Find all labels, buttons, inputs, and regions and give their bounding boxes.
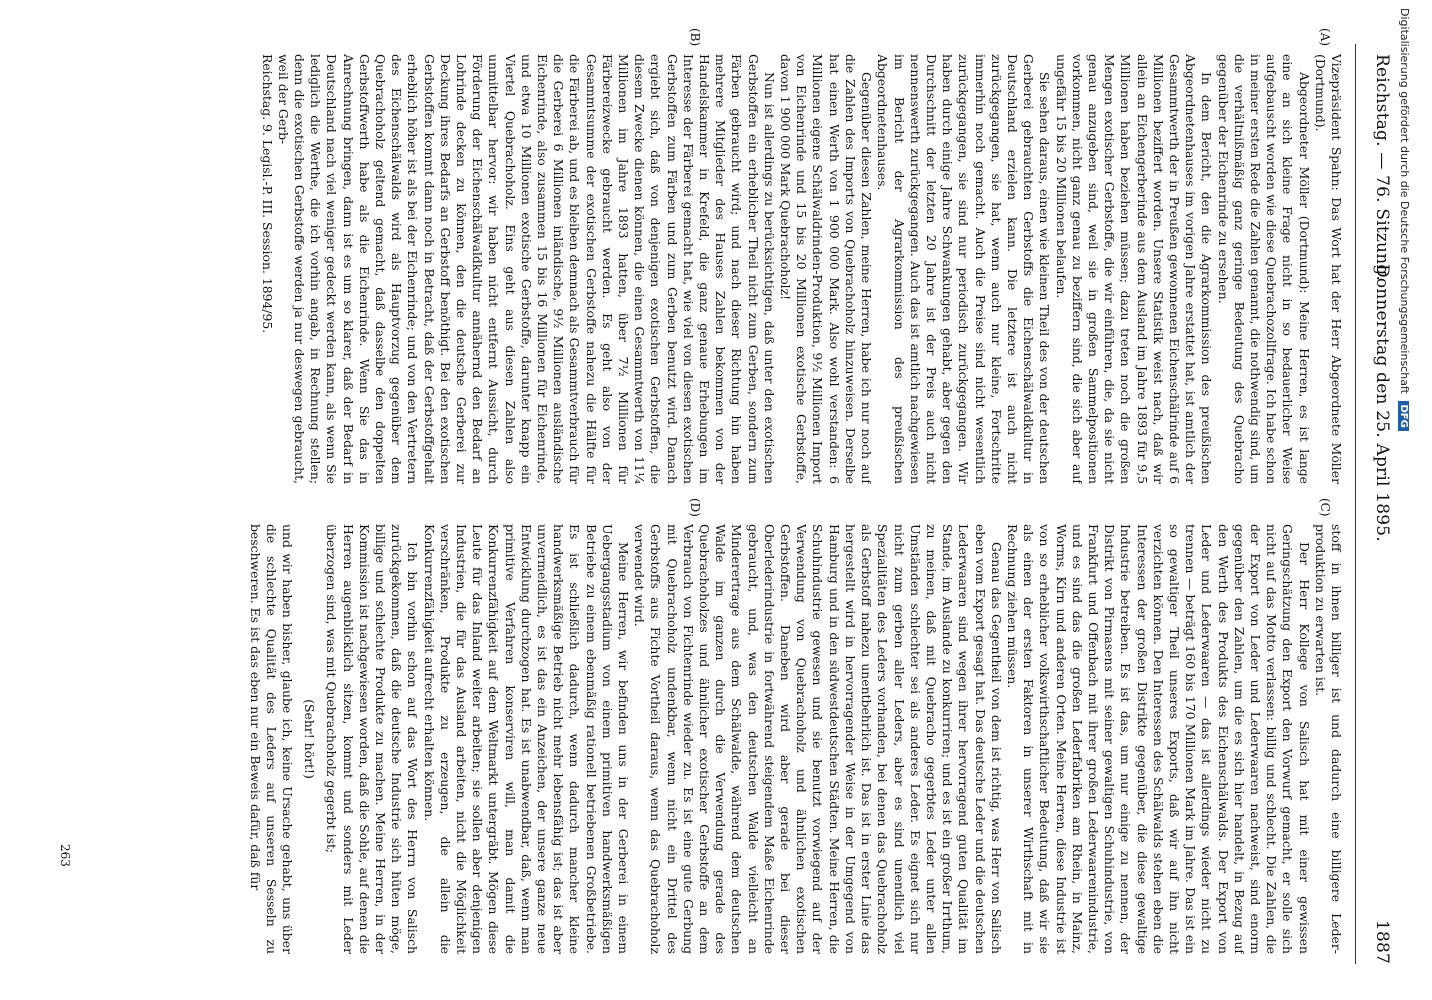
paragraph: Vizepräsident Spahn: Das Wort hat der Herr Abgeordnete Möller (Dortmund). <box>1312 54 1344 484</box>
dfg-logo-icon: DFG <box>1398 401 1409 430</box>
digitization-text: Digitalisierung gefördert durch die Deutsche Forschungsgemeinschaft <box>1398 8 1411 394</box>
margin-mark-d: (D) <box>688 498 702 517</box>
digitization-credit <box>1393 8 1411 998</box>
paragraph: stoff in ihnen billiger ist und dadurch eine billigere Leder-produktion zu erwarten ist. <box>1312 524 1344 954</box>
header-left: Reichstag. — 76. Sitzung. <box>1372 54 1392 282</box>
footer-session: Reichstag. 9. Legisl.-P. III. Session. 1894/95. <box>259 54 275 334</box>
rotated-page <box>32 24 1432 984</box>
page-header <box>1352 24 1392 984</box>
paragraph: Der Herr Kollege von Salisch hat mit einer gewissen Geringschätzung den Export den Vorwurf gemacht, er solle sich nicht auf das Motto verlassen: billig und schlecht. Die Zahlen, die der Export von Leder und Lederwaaren nachweist, sind enorm gegenüber den Zahlen, um die es sich hier handelt, in Bezug auf den Werth des Produkts des Eichenschälwalds. Der Export von Leder und Lederwaaren — das ist allerdings wieder nicht zu trennen — beträgt 160 bis 170 Millionen Mark im Jahre. Das ist ein so gewaltiger Theil unseres Exports, daß wir auf ihn nicht verzichten können. Den Interessen des Schälwalds stehen eben die Interessen der großen Distrikte gegenüber, die diese gewaltige Industrie betreiben. Es ist das, um nur einige zu nennen, der Distrikt von Pirmasens mit seiner gewaltigen Schuhindustrie, von Frankfurt und Offenbach mit ihrer großen Lederwaarenindustrie, und es sind das die großen Lederfabriken am Rhein, in Mainz, Worms, Kirn und anderen Orten. Meine Herren, diese Industrie ist von so erheblicher volkswirthschaftlicher Bedeutung, daß wir sie als einen der ersten Faktoren in unserer Wirthschaft mit in Rechnung ziehen müssen. <box>1004 524 1312 954</box>
margin-mark-a: (A) <box>1318 28 1332 47</box>
header-date: Donnerstag den 25. April 1895. <box>1372 264 1392 542</box>
paragraph: Gegenüber diesen Zahlen, meine Herren, habe ich nur noch auf die Zahlen des Imports von Quebrachoholz hinzuweisen. Derselbe hat einen Werth von 1 900 000 Mark. Also wohl verstanden: 6 Millionen eigene Schälwaldrinden-Produktion, 9½ Millionen Import von Eichenrinde und 15 bis 20 Millionen exotische Gerbstoffe, davon 1 900 000 Mark Quebrachoholz! <box>778 54 875 484</box>
paragraph: Abgeordneter Möller (Dortmund): Meine Herren, es ist lange eine an sich kleine Frage nicht in so bedauerlicher Weise aufgebauscht worden wie diese Quebrachozollfrage. Ich habe schon in meiner ersten Rede die Zahlen genannt, die nothwendig sind, um die verhältnißmäßig ganz geringe Bedeutung des Quebracho gegenüber der Eichenrinde zu ersehen. <box>1215 54 1312 484</box>
paragraph: Sie sehen daraus, einen wie kleinen Theil des von der deutschen Gerberei gebrauchten Gerbstoffs die Eichenschälwaldkultur in Deutschland erzielen kann. Die letztere ist auch nicht zurückgegangen, sie hat, wenn auch nur kleine, Fortschritte immerhin noch gemacht. Auch die Preise sind nicht wesentlich zurückgegangen, sie sind nur periodisch zurückgegangen. Wir haben durch einige Jahre Schwankungen gehabt, aber gegen den Durchschnitt der letzten 20 Jahre ist der Preis auch nicht nennenswerth zurückgegangen. Auch das ist amtlich nachgewiesen im Bericht der Agrarkommission des preußischen Abgeordnetenhauses. <box>875 54 1053 484</box>
header-page-number: 1887 <box>1372 919 1392 964</box>
paragraph: In dem Bericht, den die Agrarkommission des preußischen Abgeordnetenhauses im vorigen Jahre erstattet hat, ist amtlich der Gesammtwerth der in Preußen gewonnenen Eichenschälrinde auf 6 Millionen beziffert worden. Unsere Statistik weist nach, daß wir allein an Eichengerberinde aus dem Ausland im Jahre 1893 für 9,5 Millionen haben beziehen müssen; dazu treten noch die großen Mengen exotischer Gerbstoffe, die wir einführen, die, da sie nicht genau anzugeben sind, weil sie in großen Sammelpositionen vorkommen, nicht ganz genau zu beziffern sind, die sich aber auf ungefähr 15 bis 20 Millionen belaufen. <box>1053 54 1215 484</box>
margin-mark-b: (B) <box>688 28 702 47</box>
paragraph: Genau das Gegentheil von dem ist richtig, was Herr von Salisch eben vom Export gesagt hat. Das deutsche Leder und die deutschen Lederwaaren sind wegen ihrer hervorragend guten Qualität im Stande, im Auslande zu konkurriren; und es ist ein großer Irrthum, zu meinen, daß mit Quebracho gegerbtes Leder unter allen Umständen schlechter sei als anderes Leder. Es eignet sich nur nicht zum gerben aller Leders, aber es sind unendlich viel Spezialitäten des Leders vorhanden, bei denen das Quebrachoholz als Gerbstoff nahezu unentbehrlich ist. Das ist in erster Linie das hergestellt wird in hervorragender Weise in der Umgegend von Hamburg und in den südwestdeutschen Städten. Meine Herren, die Schuhindustrie gewesen und sie benutzt vorwiegend auf der Verwendung von Quebrachoholz und ähnlichen exotischen Gerbstoffen. Daneben wird aber gerade bei dieser Oberlederindustrie in fortwährend steigendem Maße Eichenrinde gebraucht, und, was den deutschen Walde vielleicht an Minderertrage aus dem Schälwalde, während dem deutschen Walde im ganzen durch die Verwendung gerade des Quebrachoholzes und ähnlicher exotischer Gerbstoffe an dem Verbrauch von Fichtenrinde wieder zu. Es ist eine gute Gerbung mit Quebrachoholz undenkbar, wenn nicht ein Drittel des Gerbstoffs aus Fichte Vortheil daraus, wenn das Quebrachoholz verwendet wird. <box>632 524 1004 954</box>
header-rule <box>1355 44 1356 964</box>
paragraph: Nun ist allerdings zu berücksichtigen, daß unter den exotischen Gerbstoffen ein erheblicher Theil nicht zum Gerben, sondern zum Färben gebraucht wird; und nach dieser Richtung hin haben mehrere Mitglieder des Hauses Zahlen bekommen von der Handelskammer in Krefeld, die ganz genaue Erhebungen im Interesse der Färberei gemacht hat, wie viel von diesen exotischen Gerbstoffen zum Färben und zum Gerben benutzt wird. Danach ergiebt sich, daß von denjenigen exotischen Gerbstoffen, die diesem Zwecke dienen können, die einen Gesammtwerth von 11¼ Millionen im Jahre 1893 hatten, über 7½ Millionen für Färbereizwecke gebraucht werden. Es geht also von der Gesammtsumme der exotischen Gerbstoffe nahezu die Hälfte für die Färberei ab, und es bleiben demnach als Gesammtverbrauch für die Gerberei 6 Millionen inländische, 9½ Millionen ausländische Eichenrinde, also zusammen 15 bis 16 Millionen für Eichenrinde, und etwa 10 Millionen exotische Gerbstoffe, darunter knapp ein Viertel Quebrachoholz. Eins geht aus diesen Zahlen also unmittelbar hervor: wir haben nicht entfernt Aussicht, durch Förderung der Eichenschälwaldkultur annähernd den Bedarf an Lohrinde decken zu können, den die deutsche Gerberei zur Deckung ihres Bedarfs an Gerbstoff benöthigt. Bei den exotischen Gerbstoffen kommt dann noch in Betracht, daß der Gerbstoffgehalt erheblich höher ist als bei der Eichenrinde; und von den Vertretern des Eichenschälwalds wird als Hauptvorzug gegenüber dem Quebrachoholz geltend gemacht, daß dasselbe den doppelten Gerbstoffwerth habe als die Eichenrinde. Wenn Sie das in Anrechnung bringen, dann ist es um so klarer, daß der Bedarf in Deutschland nach viel weniger gedeckt werden kann, als wenn Sie lediglich die Werthe, die ich vorhin angab, in Rechnung stellen; denn die exotischen Gerbstoffe werden ja nur deswegen gebraucht, weil der Gerb- <box>275 54 777 484</box>
paragraph: Meine Herren, wir befinden uns in der Gerberei in einem Uebergangsstadium von einem primitiven handwerksmäßigen Betriebe zu einem ebenmäßig rationell betriebenen Großbetriebe. Es ist schließlich dadurch, wenn dadurch mancher kleine handwerksmäßige Betrieb nicht mehr lebensfähig ist; das ist aber unvermeidlich, es ist das ein Anzeichen, der unsere ganze neue Entwicklung durchzogen hat. Es ist unabwendbar, daß, wenn man primitive Verfahren konserviren will, man damit die Konkurrenzfähigkeit auf dem Weltmarkt untergräbt. Mögen diese Leute für das Inland weiter arbeiten; sie sollen aber denjenigen Industrien, die für das Ausland arbeiten, nicht die Möglichkeit verschränken, Produkte zu erzeugen, die allein die Konkurrenzfähigkeit aufrecht erhalten können. <box>421 524 632 954</box>
left-column <box>64 54 1344 484</box>
page-signature: 263 <box>58 844 72 867</box>
right-column <box>64 524 1344 954</box>
interjection: (Sehr! hört!) <box>302 699 318 779</box>
paragraph: Ich bin vorhin schon auf das Wort des Herrn von Salisch zurückgekommen, daß die deutsche Industrie sich hüten möge, billige und schlechte Produkte zu machen. Meine Herren, in der Kommission ist nachgewiesen worden, daß die Sohle, auf denen die Herren augenblicklich sitzen, kommt und sonders mit Leder überzogen sind, was mit Quebrachoholz gegerbt ist; <box>324 524 421 954</box>
paragraph: und wir haben bisher, glaube ich, keine Ursache gehabt, uns über die schlechte Qualität des Leders auf unseren Sesseln zu beschweren. Es ist das eben nur ein Beweis dafür, daß für <box>247 524 295 954</box>
margin-mark-c: (C) <box>1318 498 1332 517</box>
